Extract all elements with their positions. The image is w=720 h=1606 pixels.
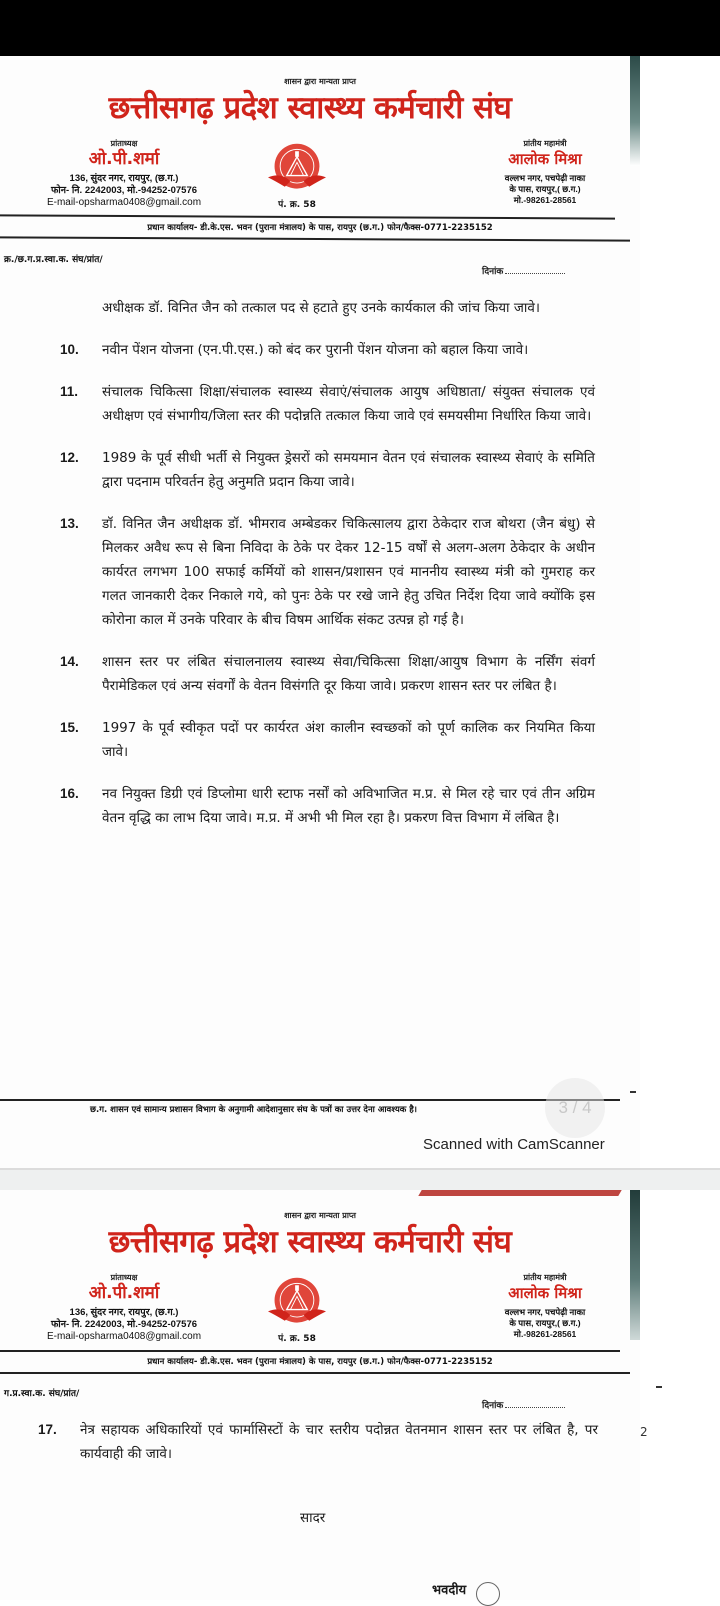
item-number: 15. [60, 720, 79, 735]
header-rule-top [0, 1350, 620, 1352]
president-name: ओ.पी.शर्मा [88, 149, 160, 169]
president-phone: फोन- नि. 2242003, मो.-94252-07576 [50, 185, 198, 196]
date-field [482, 1398, 565, 1411]
union-emblem-logo [264, 1274, 330, 1332]
item-text: शासन स्तर पर लंबित संचालनालय स्वास्थ्य सेवा/चिकित्सा शिक्षा/आयुष विभाग के नर्सिंग संवर्ग पैरामेडिकल एवं अन्य संवर्गों के वेतन विसंगति दूर किया जावे। प्रकरण शासन स्तर पर लंबित है। [102, 654, 595, 694]
letter-body [60, 296, 595, 848]
president-name: ओ.पी.शर्मा [88, 1283, 160, 1303]
organization-title: छत्तीसगढ़ प्रदेश स्वास्थ्य कर्मचारी संघ [108, 1224, 512, 1260]
footer-note: छ.ग. शासन एवं सामान्य प्रशासन विभाग के अनुगामी आदेशानुसार संघ के पत्रों का उत्तर देना आवश्यक है। [90, 1105, 418, 1115]
president-role: प्रांताध्यक्ष [110, 139, 138, 148]
signoff: भवदीय [432, 1583, 467, 1598]
list-item [60, 650, 595, 698]
list-item [38, 1418, 598, 1466]
header-rule-bottom [0, 236, 630, 241]
president-block [14, 1272, 234, 1342]
secretary-block [470, 138, 620, 206]
page-edge-shadow [630, 56, 640, 166]
president-block [14, 138, 234, 208]
date-label: दिनांक [482, 1401, 504, 1411]
item-text: नेत्र सहायक अधिकारियों एवं फार्मासिस्टों के चार स्तरीय पदोन्नत वेतनमान शासन स्तर पर लंबित है, पर कार्यवाही की जावे। [80, 1422, 598, 1462]
margin-mark [630, 1091, 636, 1093]
closing-salutation: सादर [300, 1510, 326, 1526]
document-page-1 [0, 56, 640, 1168]
item-text: डॉ. विनित जैन अधीक्षक डॉ. भीमराव अम्बेडकर चिकित्सालय द्वारा ठेकेदार राज बोथरा (जैन बंधु) से मिलकर अवैध रूप से बिना निविदा के ठेके पर देकर 12-15 वर्षों से अलग-अलग ठेकेदार के अधीन कार्यरत लगभग 100 सफाई कर्मियों को शासन/प्रशासन एवं माननीय स्वास्थ्य मंत्री को गुमराह कर गलत जानकारी देकर निकाले गये, को पुनः ठेके पर रखे जाने हेतु उचित निर्देश दिया जावे क्योंकि इस कोरोना काल में उनके परिवार के बीच विषम आर्थिक संकट उत्पन्न हो गई है। [102, 516, 595, 628]
item-number: 17. [38, 1422, 57, 1437]
item-number: 10. [60, 342, 79, 357]
secretary-address-2: के पास, रायपुर,( छ.ग.) [509, 1318, 581, 1328]
reference-number: ग.प्र.स्वा.क. संघ/प्रांत/ [4, 1389, 80, 1399]
secretary-name: आलोक मिश्रा [508, 150, 582, 168]
continuation-paragraph: अधीक्षक डॉ. विनित जैन को तत्काल पद से हटाते हुए उनके कार्यकाल की जांच किया जावे। [102, 300, 540, 316]
secretary-mobile: मो.-98261-28561 [513, 1329, 577, 1339]
header-rule-top [0, 214, 615, 219]
footer-rule [0, 1099, 620, 1101]
president-phone: फोन- नि. 2242003, मो.-94252-07576 [50, 1319, 198, 1330]
header-rule-bottom [0, 1372, 630, 1374]
secretary-role: प्रांतीय महामंत्री [523, 1273, 567, 1282]
item-number: 12. [60, 450, 79, 465]
item-text: 1997 के पूर्व स्वीकृत पदों पर कार्यरत अंश कालीन स्वच्छकों को पूर्ण कालिक कर नियमित किया जावे। [102, 720, 595, 760]
item-number: 16. [60, 786, 79, 801]
date-field [482, 264, 565, 277]
document-page-2 [0, 1190, 648, 1600]
item-text: 1989 के पूर्व सीधी भर्ती से नियुक्त ड्रेसरों को समयमान वेतन एवं संचालक स्वास्थ्य सेवाएं के समिति द्वारा पदनाम परिवर्तन हेतु अनुमति प्रदान किया जावे। [102, 450, 595, 490]
secretary-name: आलोक मिश्रा [508, 1284, 582, 1302]
reference-number: क्र./छ.ग.प्र.स्वा.क. संघ/प्रांत/ [4, 255, 103, 265]
page-separator [0, 1168, 720, 1190]
organization-title: छत्तीसगढ़ प्रदेश स्वास्थ्य कर्मचारी संघ [108, 90, 512, 126]
president-email: E-mail-opsharma0408@gmail.com [46, 1331, 202, 1342]
camscanner-watermark: Scanned with CamScanner [423, 1136, 605, 1153]
secretary-address-1: वल्लभ नगर, पचपेढ़ी नाका [504, 173, 586, 183]
page-indicator: 3 / 4 [545, 1078, 605, 1138]
head-office-line: प्रधान कार्यालय- डी.के.एस. भवन (पुराना मंत्रालय) के पास, रायपुर (छ.ग.) फोन/फैक्स-0771-2235152 [147, 223, 493, 233]
president-email: E-mail-opsharma0408@gmail.com [46, 197, 202, 208]
item-text: नवीन पेंशन योजना (एन.पी.एस.) को बंद कर पुरानी पेंशन योजना को बहाल किया जावे। [102, 342, 529, 358]
status-bar [0, 0, 720, 56]
list-item [60, 782, 595, 830]
item-text: संचालक चिकित्सा शिक्षा/संचालक स्वास्थ्य सेवाएं/संचालक आयुष अधिष्ठाता/ संयुक्त संचालक एवं अधीक्षण एवं संभागीय/जिला स्तर की पदोन्नति तत्काल किया जावे एवं समयसीमा निर्धारित किया जावे। [102, 384, 595, 424]
head-office-line: प्रधान कार्यालय- डी.के.एस. भवन (पुराना मंत्रालय) के पास, रायपुर (छ.ग.) फोन/फैक्स-0771-2235152 [147, 1357, 493, 1367]
item-text: नव नियुक्त डिग्री एवं डिप्लोमा धारी स्टाफ नर्सों को अविभाजित म.प्र. से मिल रहे चार एवं तीन अग्रिम वेतन वृद्धि का लाभ दिया जावे। म.प्र. में अभी भी मिल रहा है। प्रकरण वित्त विभाग में लंबित है। [102, 786, 595, 826]
list-item [60, 512, 595, 632]
union-emblem-logo [264, 140, 330, 198]
registration-number: पं. क्र. 58 [278, 200, 316, 210]
margin-note: 2 [640, 1425, 648, 1439]
list-item [60, 716, 595, 764]
secretary-address-2: के पास, रायपुर,( छ.ग.) [509, 184, 581, 194]
list-item [60, 446, 595, 494]
secretary-address-1: वल्लभ नगर, पचपेढ़ी नाका [504, 1307, 586, 1317]
govt-recognition-note: शासन द्वारा मान्यता प्राप्त [284, 77, 356, 86]
item-number: 13. [60, 516, 79, 531]
date-label: दिनांक [482, 267, 504, 277]
item-number: 14. [60, 654, 79, 669]
letter-body [38, 1418, 598, 1484]
president-role: प्रांताध्यक्ष [110, 1273, 138, 1282]
list-item [60, 338, 595, 362]
registration-number: पं. क्र. 58 [278, 1334, 316, 1344]
govt-recognition-note: शासन द्वारा मान्यता प्राप्त [284, 1211, 356, 1220]
margin-mark [656, 1386, 662, 1388]
item-number: 11. [60, 384, 79, 399]
page-top-red-edge [418, 1190, 621, 1196]
signature-mark [476, 1582, 500, 1606]
secretary-block [470, 1272, 620, 1340]
president-address: 136, सुंदर नगर, रायपुर, (छ.ग.) [69, 173, 179, 184]
president-address: 136, सुंदर नगर, रायपुर, (छ.ग.) [69, 1307, 179, 1318]
secretary-mobile: मो.-98261-28561 [513, 195, 577, 205]
secretary-role: प्रांतीय महामंत्री [523, 139, 567, 148]
list-item [60, 380, 595, 428]
